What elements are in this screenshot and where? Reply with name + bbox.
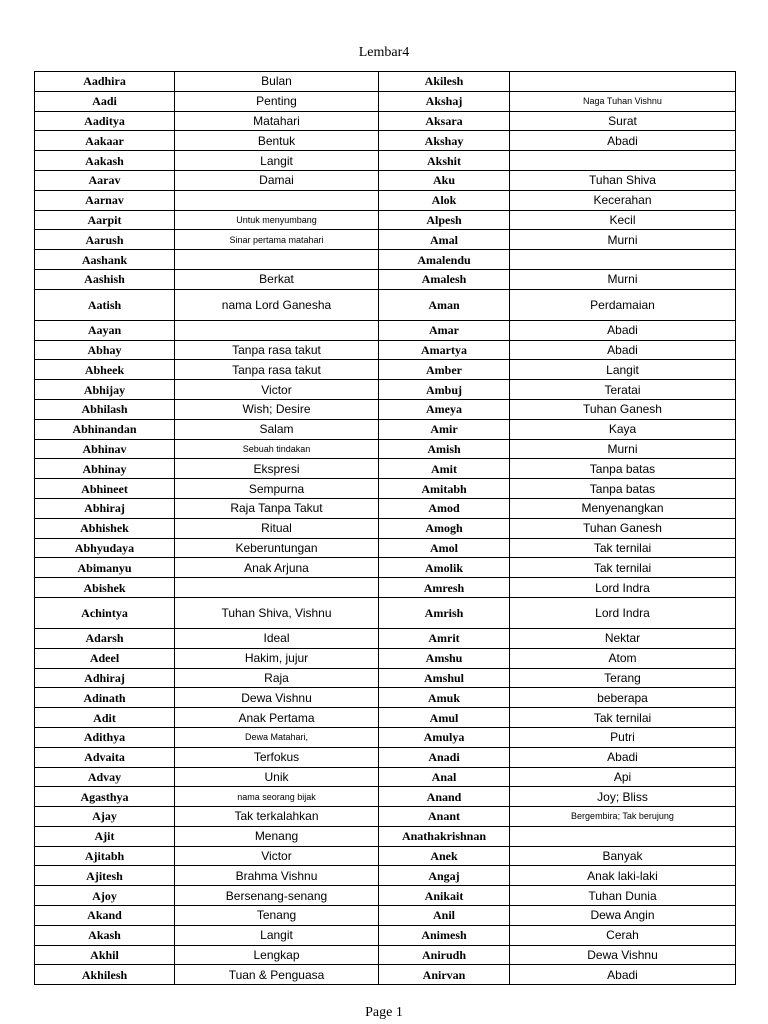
table-row <box>35 250 736 270</box>
name-cell: Aakaar <box>35 131 175 151</box>
name-cell: Anadi <box>379 747 510 767</box>
name-cell: Aadi <box>35 91 175 111</box>
meaning-cell: Wish; Desire <box>175 399 379 419</box>
table-row <box>35 807 736 827</box>
meaning-cell: Anak Arjuna <box>175 558 379 578</box>
meaning-cell: Raja Tanpa Takut <box>175 498 379 518</box>
name-cell: Anirvan <box>379 965 510 985</box>
name-cell: Ajoy <box>35 886 175 906</box>
meaning-cell: Abadi <box>510 131 736 151</box>
table-row <box>35 399 736 419</box>
meaning-cell: Tuhan Ganesh <box>510 518 736 538</box>
table-row <box>35 668 736 688</box>
table-row <box>35 360 736 380</box>
name-cell: Aashish <box>35 269 175 289</box>
name-cell: Aarnav <box>35 190 175 210</box>
name-cell: Amshu <box>379 648 510 668</box>
name-cell: Anil <box>379 906 510 926</box>
meaning-cell: Dewa Matahari, <box>175 727 379 747</box>
name-cell: Ajitabh <box>35 846 175 866</box>
name-cell: Amolik <box>379 558 510 578</box>
meaning-cell: Unik <box>175 767 379 787</box>
meaning-cell <box>510 151 736 171</box>
table-row <box>35 91 736 111</box>
name-cell: Amshul <box>379 668 510 688</box>
meaning-cell: Tenang <box>175 906 379 926</box>
table-row <box>35 767 736 787</box>
name-cell: Abhyudaya <box>35 538 175 558</box>
table-row <box>35 558 736 578</box>
name-cell: Animesh <box>379 925 510 945</box>
table-row <box>35 72 736 92</box>
name-cell: Anikait <box>379 886 510 906</box>
name-cell: Ajay <box>35 807 175 827</box>
name-cell: Aksara <box>379 111 510 131</box>
name-cell: Amod <box>379 498 510 518</box>
name-cell: Amrish <box>379 597 510 628</box>
name-cell: Amogh <box>379 518 510 538</box>
meaning-cell: Tak ternilai <box>510 558 736 578</box>
meaning-cell: Murni <box>510 439 736 459</box>
name-cell: Achintya <box>35 597 175 628</box>
table-row <box>35 787 736 807</box>
name-cell: Adhiraj <box>35 668 175 688</box>
names-table-body <box>35 72 736 985</box>
name-cell: Amal <box>379 230 510 250</box>
meaning-cell: Lord Indra <box>510 578 736 598</box>
table-row <box>35 340 736 360</box>
meaning-cell: Sempurna <box>175 479 379 499</box>
meaning-cell: Lord Indra <box>510 597 736 628</box>
name-cell: Aayan <box>35 320 175 340</box>
meaning-cell: Keberuntungan <box>175 538 379 558</box>
name-cell: Amalesh <box>379 269 510 289</box>
table-row <box>35 648 736 668</box>
meaning-cell: Berkat <box>175 269 379 289</box>
meaning-cell: Terfokus <box>175 747 379 767</box>
name-cell: Amar <box>379 320 510 340</box>
meaning-cell: Langit <box>175 151 379 171</box>
meaning-cell: Tuhan Ganesh <box>510 399 736 419</box>
meaning-cell: Langit <box>510 360 736 380</box>
meaning-cell: Tak ternilai <box>510 708 736 728</box>
meaning-cell <box>175 578 379 598</box>
meaning-cell: Ritual <box>175 518 379 538</box>
name-cell: Abhinav <box>35 439 175 459</box>
table-row <box>35 846 736 866</box>
name-cell: Amish <box>379 439 510 459</box>
meaning-cell: Tuhan Shiva, Vishnu <box>175 597 379 628</box>
meaning-cell: Menang <box>175 826 379 846</box>
table-row <box>35 597 736 628</box>
name-cell: Amuk <box>379 688 510 708</box>
meaning-cell: Tak terkalahkan <box>175 807 379 827</box>
name-cell: Akshit <box>379 151 510 171</box>
name-cell: Aarav <box>35 170 175 190</box>
name-cell: Aatish <box>35 289 175 320</box>
name-cell: Amir <box>379 419 510 439</box>
meaning-cell: Matahari <box>175 111 379 131</box>
meaning-cell: Anak laki-laki <box>510 866 736 886</box>
name-cell: Alpesh <box>379 210 510 230</box>
table-row <box>35 747 736 767</box>
meaning-cell <box>510 72 736 92</box>
meaning-cell: Banyak <box>510 846 736 866</box>
names-table <box>34 71 736 985</box>
name-cell: Akilesh <box>379 72 510 92</box>
name-cell: Ameya <box>379 399 510 419</box>
name-cell: Anand <box>379 787 510 807</box>
meaning-cell: Api <box>510 767 736 787</box>
name-cell: Anirudh <box>379 945 510 965</box>
name-cell: Abhinay <box>35 459 175 479</box>
name-cell: Abhishek <box>35 518 175 538</box>
name-cell: Advay <box>35 767 175 787</box>
name-cell: Amartya <box>379 340 510 360</box>
table-row <box>35 518 736 538</box>
name-cell: Advaita <box>35 747 175 767</box>
name-cell: Anant <box>379 807 510 827</box>
table-row <box>35 210 736 230</box>
table-row <box>35 925 736 945</box>
meaning-cell: Langit <box>175 925 379 945</box>
name-cell: Akhil <box>35 945 175 965</box>
name-cell: Ambuj <box>379 380 510 400</box>
meaning-cell: Hakim, jujur <box>175 648 379 668</box>
name-cell: Abimanyu <box>35 558 175 578</box>
name-cell: Abheek <box>35 360 175 380</box>
name-cell: Adarsh <box>35 628 175 648</box>
name-cell: Ajit <box>35 826 175 846</box>
meaning-cell: Kaya <box>510 419 736 439</box>
name-cell: Amol <box>379 538 510 558</box>
meaning-cell: Murni <box>510 269 736 289</box>
meaning-cell: Victor <box>175 846 379 866</box>
name-cell: Aadhira <box>35 72 175 92</box>
meaning-cell: Bentuk <box>175 131 379 151</box>
name-cell: Abhinandan <box>35 419 175 439</box>
table-row <box>35 439 736 459</box>
table-row <box>35 419 736 439</box>
table-row <box>35 945 736 965</box>
table-row <box>35 380 736 400</box>
meaning-cell: Abadi <box>510 340 736 360</box>
meaning-cell: Atom <box>510 648 736 668</box>
meaning-cell: Victor <box>175 380 379 400</box>
meaning-cell: Tuhan Shiva <box>510 170 736 190</box>
meaning-cell: Bergembira; Tak berujung <box>510 807 736 827</box>
name-cell: Aarpit <box>35 210 175 230</box>
meaning-cell: Tak ternilai <box>510 538 736 558</box>
meaning-cell: Tanpa batas <box>510 479 736 499</box>
table-row <box>35 111 736 131</box>
name-cell: Amber <box>379 360 510 380</box>
meaning-cell: Untuk menyumbang <box>175 210 379 230</box>
table-row <box>35 826 736 846</box>
table-row <box>35 151 736 171</box>
name-cell: Ajitesh <box>35 866 175 886</box>
name-cell: Adinath <box>35 688 175 708</box>
name-cell: Anal <box>379 767 510 787</box>
name-cell: Aaditya <box>35 111 175 131</box>
meaning-cell: Lengkap <box>175 945 379 965</box>
table-row <box>35 708 736 728</box>
name-cell: Abhay <box>35 340 175 360</box>
meaning-cell <box>175 190 379 210</box>
name-cell: Agasthya <box>35 787 175 807</box>
meaning-cell: Sebuah tindakan <box>175 439 379 459</box>
name-cell: Abhiraj <box>35 498 175 518</box>
name-cell: Aashank <box>35 250 175 270</box>
meaning-cell <box>510 826 736 846</box>
name-cell: Akshay <box>379 131 510 151</box>
table-row <box>35 866 736 886</box>
name-cell: Amitabh <box>379 479 510 499</box>
meaning-cell: Surat <box>510 111 736 131</box>
meaning-cell: Ideal <box>175 628 379 648</box>
meaning-cell: Naga Tuhan Vishnu <box>510 91 736 111</box>
name-cell: Abhineet <box>35 479 175 499</box>
meaning-cell: Abadi <box>510 747 736 767</box>
name-cell: Adit <box>35 708 175 728</box>
table-row <box>35 498 736 518</box>
meaning-cell <box>175 320 379 340</box>
meaning-cell: Dewa Vishnu <box>175 688 379 708</box>
table-row <box>35 190 736 210</box>
name-cell: Anek <box>379 846 510 866</box>
name-cell: Amit <box>379 459 510 479</box>
table-row <box>35 459 736 479</box>
table-row <box>35 269 736 289</box>
meaning-cell: Sinar pertama matahari <box>175 230 379 250</box>
table-row <box>35 727 736 747</box>
meaning-cell: beberapa <box>510 688 736 708</box>
name-cell: Aakash <box>35 151 175 171</box>
name-cell: Akhilesh <box>35 965 175 985</box>
meaning-cell <box>510 250 736 270</box>
meaning-cell: Tanpa rasa takut <box>175 340 379 360</box>
table-row <box>35 479 736 499</box>
page-number: Page 1 <box>365 1005 403 1020</box>
name-cell: Adithya <box>35 727 175 747</box>
name-cell: Adeel <box>35 648 175 668</box>
sheet-title: Lembar4 <box>358 45 410 60</box>
meaning-cell: nama seorang bijak <box>175 787 379 807</box>
name-cell: Aman <box>379 289 510 320</box>
meaning-cell: Tuhan Dunia <box>510 886 736 906</box>
name-cell: Aarush <box>35 230 175 250</box>
meaning-cell: Cerah <box>510 925 736 945</box>
name-cell: Aku <box>379 170 510 190</box>
name-cell: Akshaj <box>379 91 510 111</box>
meaning-cell: Tanpa batas <box>510 459 736 479</box>
meaning-cell: Murni <box>510 230 736 250</box>
meaning-cell: Teratai <box>510 380 736 400</box>
meaning-cell: Ekspresi <box>175 459 379 479</box>
meaning-cell: Tanpa rasa takut <box>175 360 379 380</box>
meaning-cell: Abadi <box>510 320 736 340</box>
table-row <box>35 628 736 648</box>
meaning-cell: Salam <box>175 419 379 439</box>
table-row <box>35 578 736 598</box>
meaning-cell: Kecil <box>510 210 736 230</box>
meaning-cell: Terang <box>510 668 736 688</box>
name-cell: Anathakrishnan <box>379 826 510 846</box>
meaning-cell: Penting <box>175 91 379 111</box>
meaning-cell: Menyenangkan <box>510 498 736 518</box>
meaning-cell: Brahma Vishnu <box>175 866 379 886</box>
meaning-cell: Damai <box>175 170 379 190</box>
meaning-cell: Kecerahan <box>510 190 736 210</box>
meaning-cell: Anak Pertama <box>175 708 379 728</box>
meaning-cell: Joy; Bliss <box>510 787 736 807</box>
table-row <box>35 230 736 250</box>
meaning-cell <box>175 250 379 270</box>
table-row <box>35 688 736 708</box>
name-cell: Amrit <box>379 628 510 648</box>
table-row <box>35 906 736 926</box>
name-cell: Angaj <box>379 866 510 886</box>
name-cell: Amresh <box>379 578 510 598</box>
table-row <box>35 538 736 558</box>
table-row <box>35 131 736 151</box>
table-row <box>35 886 736 906</box>
table-row <box>35 965 736 985</box>
meaning-cell: Raja <box>175 668 379 688</box>
table-row <box>35 170 736 190</box>
name-cell: Abishek <box>35 578 175 598</box>
meaning-cell: Dewa Angin <box>510 906 736 926</box>
meaning-cell: Nektar <box>510 628 736 648</box>
meaning-cell: Putri <box>510 727 736 747</box>
name-cell: Abhijay <box>35 380 175 400</box>
table-row <box>35 289 736 320</box>
meaning-cell: nama Lord Ganesha <box>175 289 379 320</box>
meaning-cell: Dewa Vishnu <box>510 945 736 965</box>
meaning-cell: Bulan <box>175 72 379 92</box>
meaning-cell: Perdamaian <box>510 289 736 320</box>
name-cell: Amalendu <box>379 250 510 270</box>
name-cell: Akash <box>35 925 175 945</box>
name-cell: Akand <box>35 906 175 926</box>
name-cell: Amul <box>379 708 510 728</box>
table-row <box>35 320 736 340</box>
meaning-cell: Tuan & Penguasa <box>175 965 379 985</box>
meaning-cell: Bersenang-senang <box>175 886 379 906</box>
name-cell: Abhilash <box>35 399 175 419</box>
name-cell: Alok <box>379 190 510 210</box>
name-cell: Amulya <box>379 727 510 747</box>
meaning-cell: Abadi <box>510 965 736 985</box>
